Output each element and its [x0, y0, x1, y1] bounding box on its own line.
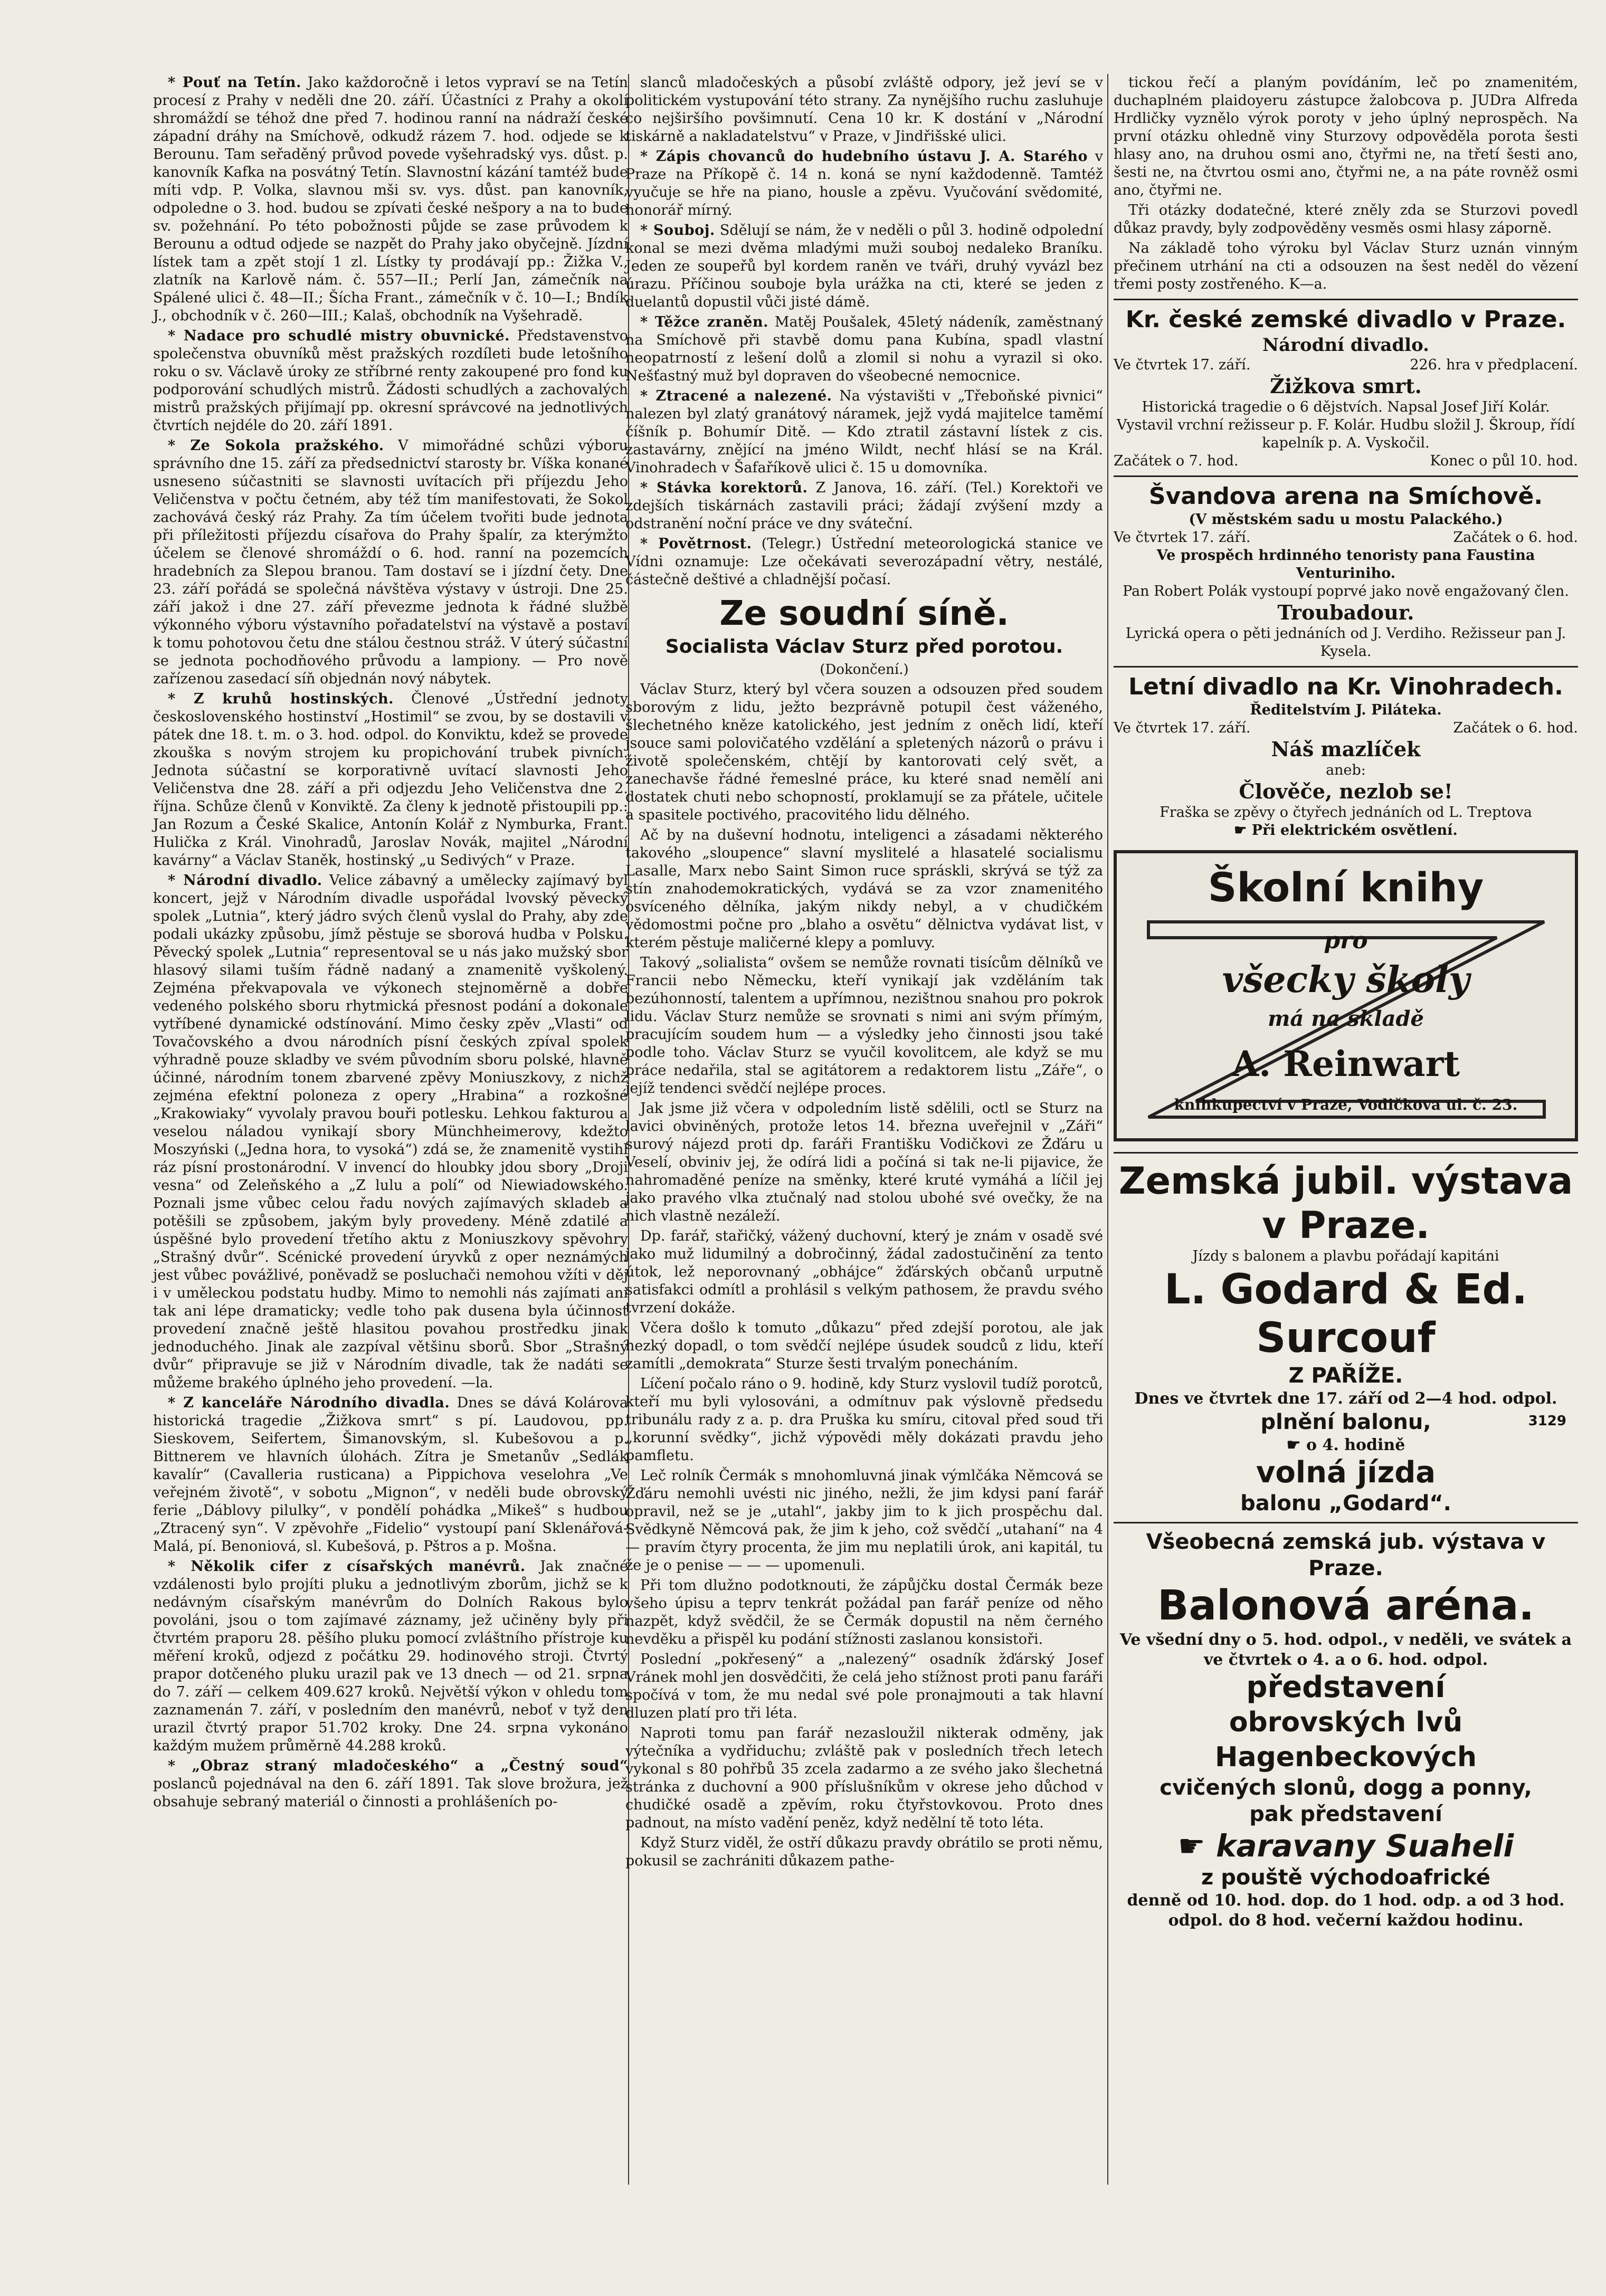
theatre-ad-svanda — [1114, 475, 1578, 661]
ad-title: Letní divadlo na Kr. Vinohradech. — [1128, 673, 1563, 700]
news-text: Velice zábavný a umělecky zajímavý byl koncert, jejž v Národním divadle uspořádal lvovský pěvecký spolek „Lutnia“, který jádro svých členů vyslal do Prahy, aby zde podali ukázky způsobu, jímž pěstuje se sborová hudba v Polsku. Pěvecký spolek „Lutnia“ representoval se u nás jako mužský sbor hlasový silami tuším řádně nadaný a znamenitě vyškolený. Zejména překvapovala ve výkonech stejnoměrně a dobře vedeného polského sboru rhytmická přesnost podání a dokonale vytříbené dynamické odstínování. Mimo česky zpěv „Vlasti“ od Tovačovského a dvou národních písní českých zpíval spolek výhradně pouze skladby ve svém původním sboru polské, hlavně účinné, národním tonem zbarvené zpěvy Moniuszkovy, z nichž zejména efektní poloneza z opery „Hrabina“ a rozkošné „Krakowiaky“ vyvolaly pravou bouři potlesku. Lehkou fakturou a veselou náladou vynikají sbory Münchheimerovy, kdežto Moszyński („Jedna hora, to vysoká“) zdá se, že znamenitě vystihl ráz písní prostonárodní. V invencí do hloubky jdou sbory „Droji vesna“ od Zeleňského a „Z lulu a polí“ od Niewiadowského. Poznali jsme vůbec celou řadu nových zajímavých skladeb a potěšili se způsobem, jakým byly provedeny. Méně zdatilé a úspěšné bylo provedení třetího aktu z Moniuszkovy spěvohry „Strašný dvůr“. Scénické provedení úryvků z oper neznámých jest vůbec povážlivé, poněvadž se posluchači nemohou vžíti v děj i v uměleckou podstatu hudby. Mimo to nemohli nás zajímati ani tak ani lépe dramaticky; vedle toho pak dusena byla účinnost provedení značně ještě hlasitou povahou prostředku jinak jednoduchého. Jinak ale zazpíval většinu sborů. Sbor „Strašný dvůr“ připravuje se již v Národním divadle, tak že nadáti se můžeme brakého úplného jeho provedení. —la. — [153, 872, 628, 1391]
news-text: Leč rolník Čermák s mnohomluvná jinak výmlčáka Němcová se Žďáru nemohli uvésti nic jiného, nežli, že jim kdysi paní farář opravil, než se je „utahl“, jakby jim to k jich prospěchu dal. Svědkyně Němcová pak, že jim k jeho, což svědčí „utahaní“ na 4 — pravím čtyry procenta, že jim mu neplatili úrok, ani kapitál, tu že je o penise — — — upomenuli. — [625, 1468, 1103, 1574]
hand-pointer-icon: ☛ — [1177, 1828, 1216, 1864]
ad-date-line — [1114, 356, 1578, 374]
ad-head: Všeobecná zemská jub. výstava v Praze. — [1146, 1530, 1546, 1580]
ad-play: Náš mazlíček — [1271, 737, 1421, 761]
news-paragraph — [625, 1651, 1103, 1722]
ad-start: Začátek o 6. hod. — [1453, 720, 1578, 736]
news-items — [625, 74, 1103, 589]
section-subtitle: Socialista Václav Sturz před porotou. — [665, 636, 1063, 658]
news-headline: * Zápis chovanců do hudebního ústavu J. A. Starého — [640, 148, 1088, 165]
news-text: Dp. farář, stařičký, vážený duchovní, který je znám v osadě své jako muž lidumilný a dobročinný, žádal zadostučinění za tento útok, lež neporovnaný „obhájce“ žďárských občanů urputně satisfakci odmítl a prohlásil s velkým pathosem, že pravdu svého tvrzení dokáže. — [625, 1228, 1103, 1316]
news-paragraph — [625, 1834, 1103, 1870]
ad-director: Ředitelstvím J. Piláteka. — [1250, 702, 1442, 718]
ad-stock: má na skladě — [1268, 1006, 1424, 1031]
ad-date: Ve čtvrtek 17. září. — [1114, 720, 1251, 736]
news-headline: * Pouť na Tetín. — [168, 74, 301, 91]
ad-title: Kr. české zemské divadlo v Praze. — [1125, 306, 1566, 333]
news-paragraph — [153, 327, 628, 435]
ad-date-line — [1114, 719, 1578, 737]
ad-description: Historická tragedie o 6 dějstvích. Napsal Josef Jiří Kolár. Vystavil vrchní režisseur p. F. Kolár. Hudbu složil J. Škroup, řídí kapelník p. A. Vyskočil. — [1116, 399, 1575, 451]
news-paragraph — [153, 872, 628, 1392]
arena-ad — [1114, 1522, 1578, 1931]
ad-performance: představení — [1246, 1670, 1446, 1704]
news-paragraph — [625, 954, 1103, 1098]
news-paragraph — [153, 1394, 628, 1556]
ad-filling: plnění balonu, — [1260, 1410, 1431, 1434]
hand-pointer-icon: ☛ — [1286, 1436, 1307, 1454]
ad-start: Začátek o 7. hod. — [1114, 453, 1239, 469]
news-text: Poslední „pokřesený“ a „nalezený“ osadník žďárský Josef Vránek mohl jen dosvědčiti, že celá jeho stížnost proti panu faráři spočívá v tom, že mu nedal své pole pronajmouti a tak hlavní dluzen platí pro tři léta. — [625, 1651, 1103, 1721]
news-headline: * „Obraz straný mladočeského“ a „Čestný soud“ — [168, 1758, 628, 1774]
news-paragraph — [625, 535, 1103, 589]
ad-subscription: 226. hra v předplacení. — [1410, 357, 1578, 373]
bookshop-ad — [1114, 850, 1578, 1141]
news-text: Václav Sturz, který byl včera souzen a odsouzen před soudem sborovým z lidu, ježto bezprávně potupil čest váženého, šlechetného kněze katolického, jest jedním z oněch lidí, kteří jsouce sami polovičatého vzdělání a spletených názorů o právu i životě společenském, chtějí by kantorovati celý svět, a zanechavše řádné řemeslné práce, ku které snad nemělí ani dostatek chuti nebo schopností, proklamují se za přátele, učitele a spasitele poctivého, pracovitého lidu dělného. — [625, 681, 1103, 823]
news-text: Jak značné vzdálenosti bylo projíti pluku a jednotlivým zborům, jichž se k nedávným císařským manévrům do Dolních Rakous bylo povoláni, jsou o tom zajímavé záznamy, jež učiněny byly při čtvrtém praporu 28. pěšího pluku pomocí zvláštního přístroje ku měření kroků, odjezd z počátku 29. hodinového stroji. Čtvrtý prapor dotčeného pluku urazil pak ve 13 dnech — od 21. srpna do 7. září — celkem 409.627 kroků. Největší výkon v ohledu tom zaznamenán 7. září, v posledním den manévrů, neboť v tyž den urazil čtvrtý prapor 51.702 kroky. Dne 24. srpna vykonáno každým mužem průměrně 44.288 kroků. — [153, 1558, 628, 1754]
news-headline: * Národní divadlo. — [168, 872, 322, 889]
ad-time-line — [1114, 452, 1578, 470]
news-text: Na základě toho výroku byl Václav Sturz uznán vinným přečinem utrhání na cti a odsouzen na šest neděl do vězení třemi posty zostřeného. K—a. — [1114, 240, 1578, 292]
news-text: Z Janova, 16. září. (Tel.) Korektoři ve zdejších tiskárnách zastavili práci; žádají zvýšení mzdy a odstranění noční práce ve dny sváteční. — [625, 480, 1103, 532]
news-text: Sdělují se nám, že v neděli o půl 3. hodině odpolední konal se mezi dvěma mladými muži souboj nedaleko Braníku. Jeden ze soupeřů byl kordem raněn ve tváři, druhý vyvázl bez úrazu. Příčinou souboje byla urážka na cti, které se jeden z duelantů dopustil vůči jisté dámě. — [625, 222, 1104, 310]
ad-play: Žižkova smrt. — [1270, 374, 1422, 398]
ad-schools: všecky školy — [1222, 959, 1470, 1001]
ad-play: Troubadour. — [1277, 601, 1414, 624]
news-text: Na výstavišti v „Třeboňské pivnici“ nalezen byl zlatý granátový náramek, jejž vydá majitelce taměmí číšník p. Bohumír Ditě. — Kdo ztratil zástavní lístek z cis. zastavárny, znějící na jméno Wildt, nechť hlásí se na Král. Vinohradech v Šafaříkově ulici č. 15 u domovníka. — [625, 388, 1103, 476]
ad-heading: Školní knihy — [1208, 864, 1484, 911]
ad-caravan-text: karavany Suaheli — [1215, 1828, 1514, 1864]
balloon-ad — [1114, 1152, 1578, 1517]
news-paragraph — [625, 387, 1103, 477]
news-text: Představenstvo společenstva obuvníků měst pražských rozdíleti bude letošního roku o sv. Václavě úroky ze stříbrné renty zakoupené pro fond ku podporování schudlých mistrů. Žádosti schudlých a zachovalých mistrů pražských přijímají pp. okresní správcové na jednotlivých čtvrtích nejdéle do 20. září 1891. — [153, 328, 628, 434]
news-text: Dnes se dává Kolárova historická tragedie „Žižkova smrt“ s pí. Laudovou, pp. Sieskovem, Seifertem, Šimanovským, sl. Kubešovou a p. Bittnerem ve hlavních úlohách. Zítra je Smetanův „Sedlák kavalír“ (Cavalleria rusticana) a Pippichova veselohra „Ve veřejném životě“, v sobotu „Mignon“, v neděli bude obrovský ferie „Dáblovy pilulky“, v pondělí pohádka „Mikeš“ s hudbou „Ztracený syn“. V zpěvohře „Fidelio“ vystoupí paní Sklenářová-Malá, pí. Benoniová, sl. Kubešová, p. Pštros a p. Mošna. — [153, 1395, 628, 1555]
ad-trained: cvičených slonů, dogg a ponny, — [1160, 1776, 1532, 1800]
news-text: tickou řečí a planým povídáním, leč po znamenitém, duchaplném plaidoyeru zástupce žalobcova p. JUDra Alfreda Hrdličky vyznělo výrok poroty v jeho úplný neprospěch. Na první otázku ohledně viny Sturzovy odpověděla porota šesti hlasy ano, na druhou osmi ano, čtyřmi ne, na třetí šesti ano, šesti ne, na čtvrtou osmi ano, čtyřmi ne, a na páte rovněž osmi ano, čtyřmi ne. — [1114, 74, 1578, 198]
news-text: Při tom dlužno podotknouti, že zápůjčku dostal Čermák beze všeho úpisu a teprv tenkrát požádal pan farář peníze od něho nazpět, když svědčil, že se Čermák dopustil na něm černého nevděku a přispěl ku podání stížnosti zaslanou konsistoři. — [625, 1577, 1103, 1647]
ad-firm: A. Reinwart — [1232, 1043, 1460, 1084]
news-text: Členové „Ústřední jednoty československého hostinství „Hostimil“ se zvou, by se dostavili v pátek dne 18. t. m. o 3. hod. odpol. do Konviktu, kdež se provede zkouška s novým strojem ku propichování trubek pivních. Jednota súčastní se korporativně uvítací slavnosti Jeho Veličenstva dne 28. září a při odjezdu Jeho Veličenstva dne 2. října. Schůze členů v Konviktě. Za členy k jednotě přistoupili pp.: Jan Rozum a České Skalice, Antonín Kolář z Nymburka, Frant. Hulička z Král. Vinohradů, Jaroslav Novák, majitel „Národní kavárny“ a Václav Staněk, hostinský „u Sedivých“ v Praze. — [153, 691, 628, 869]
ad-date-line — [1114, 529, 1578, 547]
news-paragraph — [625, 1725, 1103, 1832]
news-headline: * Stávka korektorů. — [640, 480, 808, 496]
news-paragraph — [625, 222, 1103, 311]
ad-line — [1114, 1435, 1578, 1455]
news-paragraph — [625, 479, 1103, 533]
news-text: Včera došlo k tomuto „důkazu“ před zdejší porotou, ale jak hezký dopadl, o tom svědčí nejlépe úsudek soudců z lidu, kteří zamítli „demokrata“ Sturze šesti trvalým ponecháním. — [625, 1320, 1103, 1372]
column-divider — [1107, 74, 1108, 2185]
ad-subtitle: Národní divadlo. — [1262, 335, 1430, 356]
news-paragraph — [625, 74, 1103, 146]
news-paragraph — [625, 1577, 1103, 1649]
news-text: v Praze na Příkopě č. 14 n. koná se nyní každodenně. Tamtéž vyučuje se hře na piano, housle a zpěvu. Vyučování svědomité, honorář mírný. — [625, 148, 1104, 218]
news-paragraph — [625, 148, 1103, 220]
ad-names: L. Godard & Ed. Surcouf — [1164, 1266, 1527, 1362]
news-paragraph — [625, 681, 1103, 824]
ad-filling-row — [1114, 1409, 1578, 1435]
ad-lions: obrovských lvů Hagenbeckových — [1215, 1707, 1477, 1773]
news-paragraph — [153, 437, 628, 688]
news-paragraph — [625, 313, 1103, 385]
ad-number: 3129 — [1528, 1413, 1566, 1429]
news-headline: * Těžce zraněn. — [640, 314, 768, 330]
ad-start: Začátek o 6. hod. — [1453, 529, 1578, 546]
news-headline: * Z kanceláře Národního divadla. — [168, 1395, 450, 1411]
news-paragraph — [153, 74, 628, 325]
ad-line: Dnes ve čtvrtek dne 17. září od 2—4 hod. odpol. — [1134, 1389, 1557, 1408]
theatre-ad-vinohrady — [1114, 666, 1578, 840]
ad-pro: pro — [1324, 927, 1368, 954]
news-headline: * Povětrnost. — [640, 536, 752, 552]
ad-date: Ve čtvrtek 17. září. — [1114, 357, 1251, 373]
ad-title: Zemská jubil. výstava v Praze. — [1118, 1159, 1573, 1247]
news-text: poslanců pojednával na den 6. září 1891. Tak slove brožura, jež obsahuje sebraný materiál o činnosti a prohlášeních po- — [153, 1776, 628, 1810]
hand-pointer-icon: ☛ — [1234, 822, 1252, 839]
ad-date: Ve čtvrtek 17. září. — [1114, 529, 1251, 546]
ad-guest: Pan Robert Polák vystoupí poprvé jako nově engažovaný člen. — [1123, 583, 1569, 599]
news-paragraph — [153, 1558, 628, 1755]
news-paragraph — [1114, 202, 1578, 237]
column-3 — [1114, 74, 1578, 1931]
column-2 — [625, 74, 1103, 1872]
news-paragraph — [153, 690, 628, 870]
court-article-end — [1114, 74, 1578, 293]
ad-desert: z pouště východoafrické — [1201, 1865, 1490, 1890]
news-text: Jako každoročně i letos vypraví se na Tetín procesí z Prahy v neděli dne 20. září. Účastníci z Prahy a okolí shromáždí se téhož dne před 7. hodinou ranní na nádraží české západní dráhy na Smíchově, odkudž rázem 7. hod. odjede se k Berounu. Tam seřaděný průvod povede vyšehradský vys. důst. p. kanovník Kafka na posvátný Tetín. Slavnostní kázání tamtéž bude míti vdp. P. Volka, slavnou mši sv. vys. důst. pan kanovník, odpoledne o 3. hod. budou se zpívati české nešpory a na to bude sv. požehnání. Po této pobožnosti půjde se zase průvodem k Berounu a odtud odjede se nazpět do Prahy jako obyčejně. Jízdní lístek tam a zpět stojí 1 zl. Lístky ty prodávají pp.: Žižka V., zlatník na Karlově nám. č. 557—II.; Perlí Jan, zámečník na Spálené ulici č. 48—II.; Šícha Frant., zámečník v č. 10—I.; Bndík J., obchodník v č. 260—III.; Kalaš, obchodník na Vyšehradě. — [153, 74, 628, 324]
news-paragraph — [625, 1319, 1103, 1373]
ad-address: knihkupectví v Praze, Vodičkova ul. č. 23. — [1174, 1096, 1518, 1113]
ad-caravan — [1114, 1827, 1578, 1864]
ad-line: Ve všední dny o 5. hod. odpol., v neděli, ve svátek a ve čtvrtek o 4. a o 6. hod. odpol. — [1119, 1631, 1572, 1669]
news-paragraph — [625, 826, 1103, 952]
ad-play-alt: Člověče, nezlob se! — [1239, 779, 1453, 803]
ad-description: Lyrická opera o pěti jednáních od J. Verdiho. Režisseur pan J. Kysela. — [1125, 625, 1566, 660]
ad-subtitle: (V městském sadu u mostu Palackého.) — [1189, 511, 1503, 528]
ad-title: Balonová aréna. — [1157, 1582, 1534, 1630]
news-text: Takový „solialista“ ovšem se nemůže rovnati tisícům dělníků ve Francii nebo Německu, kteří vynikají jak vzděláním tak bezúhonností, talentem a upřímnou, nezištnou snahou pro pokrok lidu. Václav Sturz nemůže se srovnati s nimi ani svým přímým, pracujícím soudem hum — a výsledky jeho činnosti jsou také podle toho. Václav Sturz se vyučil kovolitcem, ale když se mu práce nedařila, stal se agitátorem a redaktorem listu „Záře“, o jejíž tendenci svědčí nejlépe proces. — [625, 955, 1103, 1097]
news-headline: * Ze Sokola pražského. — [168, 437, 384, 454]
news-headline: * Souboj. — [640, 222, 715, 239]
news-paragraph — [625, 1227, 1103, 1317]
continuation-note: (Dokončení.) — [820, 662, 909, 678]
news-paragraph — [153, 1757, 628, 1811]
news-text: Naproti tomu pan farář nezasloužil nikterak odměny, jak výtečníka a vydřiduchu; zvláště pak v posledních třech letech vykonal s 80 pohřbů 35 zcela zadarmo a ze svého jako šlechetná stránka z duchovní a 900 příslušníkům v okrese jeho důchod v chudičké osadě a zpěvím, roku čtyřstovkovou. Proto dnes padnout, na místo vadění peněz, když nedělní tě toto léta. — [625, 1725, 1103, 1831]
news-text: Jak jsme již včera v odpoledním listě sdělili, octl se Sturz na lavici obviněných, protože letos 14. března uveřejnil v „Záři“ surový nájezd proti dp. faráři Františku Vodičkovi ze Žďáru u Veselí, obviniv jej, že odírá lidi a počíná si tak ne-li pijavice, že nahromaděné peníze na směnky, které kruté vymáhá a líčil jej jako pravého vlka ztučnalý nad stolou ubohé své ovečky, že na nich vlastně nezáleží. — [625, 1100, 1103, 1224]
ad-time: o 4. hodině — [1306, 1436, 1405, 1454]
ad-line: Jízdy s balonem a plavbu pořádají kapitáni — [1192, 1248, 1499, 1264]
news-paragraph — [1114, 240, 1578, 293]
news-paragraph — [625, 1375, 1103, 1465]
news-paragraph — [625, 1100, 1103, 1225]
ad-lighting-text: Při elektrickém osvětlení. — [1251, 822, 1458, 839]
news-paragraph — [625, 1467, 1103, 1575]
ad-aneb: aneb: — [1326, 762, 1366, 778]
ad-from: Z PAŘÍŽE. — [1288, 1364, 1403, 1388]
ad-times: denně od 10. hod. dop. do 1 hod. odp. a od 3 hod. odpol. do 8 hod. večerní každou hodinu. — [1127, 1891, 1565, 1930]
court-article — [625, 681, 1103, 1870]
news-headline: * Z kruhů hostinských. — [168, 691, 394, 707]
news-paragraph — [1114, 74, 1578, 199]
ad-lighting — [1114, 822, 1578, 840]
news-text: Matěj Poušalek, 45letý nádeník, zaměstnaný na Smíchově při stavbě domu pana Kubína, spadl vlastní neopatrností z lešení dolů a zlomil si nohu a vyrazil si oko. Nešťastný muž byl dopraven do všeobecné nemocnice. — [625, 314, 1103, 384]
news-text: Líčení počalo ráno o 9. hodině, kdy Sturz vyslovil tudíž porotců, kteří mu byli vylosováni, a odmítnuv pak výslovně předsedu tribunálu rady z a. p. dra Pruška ku smíru, citoval před soud tři „korunní svědky“, jichž výpovědi měly dokázati pravdu jeho pamfletu. — [625, 1376, 1103, 1464]
ad-benefit: Ve prospěch hrdinného tenoristy pana Faustina Venturiniho. — [1156, 547, 1535, 582]
column-1 — [153, 74, 628, 1813]
ad-description: Fraška se zpěvy o čtyřech jednáních od L. Treptova — [1160, 804, 1532, 821]
section-title: Ze soudní síně. — [719, 594, 1009, 633]
news-headline: * Nadace pro schudlé mistry obuvnické. — [168, 328, 510, 344]
theatre-ad-national — [1114, 299, 1578, 470]
ad-then: pak představení — [1249, 1802, 1442, 1826]
news-text: Když Sturz viděl, že ostří důkazu pravdy obrátilo se proti němu, pokusil se zachrániti důkazem pathe- — [625, 1835, 1103, 1869]
ad-balloon: balonu „Godard“. — [1240, 1491, 1451, 1516]
news-text: Ač by na duševní hodnotu, inteligenci a zásadami některého takového „sloupence“ slavní myslitelé a hlasatelé socialismu Lasalle, Marx nebo Saint Simon ruce spráskli, skrývá se týž za stín znahodemokratických, vydává se za vzor znamenitého osvíceného dělníka, jakým nikdy nebyl, a v chudičkém vědomostmi počne pro „blaho a osvětu“ dělnictva vydávat list, v kterém pěstuje maličerné klepy a pomluvy. — [625, 827, 1103, 951]
news-text: slanců mladočeských a působí zvláště odpory, jež jeví se v politickém vystupování této strany. Za nynějšího ruchu zasluhuje co nejširšího povšimnutí. Cena 10 kr. K dostání v „Národní tiskárně a nakladatelstvu“ v Praze, v Jindřišské ulici. — [625, 74, 1103, 145]
news-text: (Telegr.) Ústřední meteorologická stanice ve Vídni oznamuje: Lze očekávati severozápadní větry, nestálé, částečně deštivé a chladnější počasí. — [625, 536, 1103, 588]
news-headline: * Ztracené a nalezené. — [640, 388, 832, 404]
news-headline: * Několik cifer z císařských manévrů. — [168, 1558, 526, 1575]
ad-free: volná jízda — [1256, 1455, 1436, 1490]
news-text: Tři otázky dodatečné, které zněly zda se Sturzovi povedl důkaz pravdy, byly zodpověděny vesměs osmi hlasy záporně. — [1114, 202, 1578, 236]
ad-title: Švandova arena na Smíchově. — [1148, 483, 1543, 510]
news-text: V mimořádné schůzi výboru správního dne 15. září za předsednictví starosty br. Víška konané usneseno súčastniti se slavnosti uvítacích při příjezdu Jeho Veličenstva v počtu četném, aby též tím manifestovati, že Sokol zachovává český ráz Prahy. Za tím účelem tvořiti bude jednota při příležitosti příjezdu císařova do Prahy špalír, za kterýmžto účelem se členové shromáždí o 6. hod. ranní na pozemcích hradebních za Slepou branou. Tam dostaví se i jízdní čety. Dne 23. září pořádá se společná návštěva výstavy v ústroji. Dne 25. září jakož i dne 27. září převezme jednota k řádné službě výkonného výboru výstavního pořadatelství na výstavě a postaví k tomu pohotovou četu dne stálou čestnou stráž. V úterý súčastní se jednota pochodňového průvodu a lampiony. — Pro nově zařízenou zasedací síň objednán nový nábytek. — [153, 437, 628, 687]
ad-end: Konec o půl 10. hod. — [1430, 453, 1578, 469]
